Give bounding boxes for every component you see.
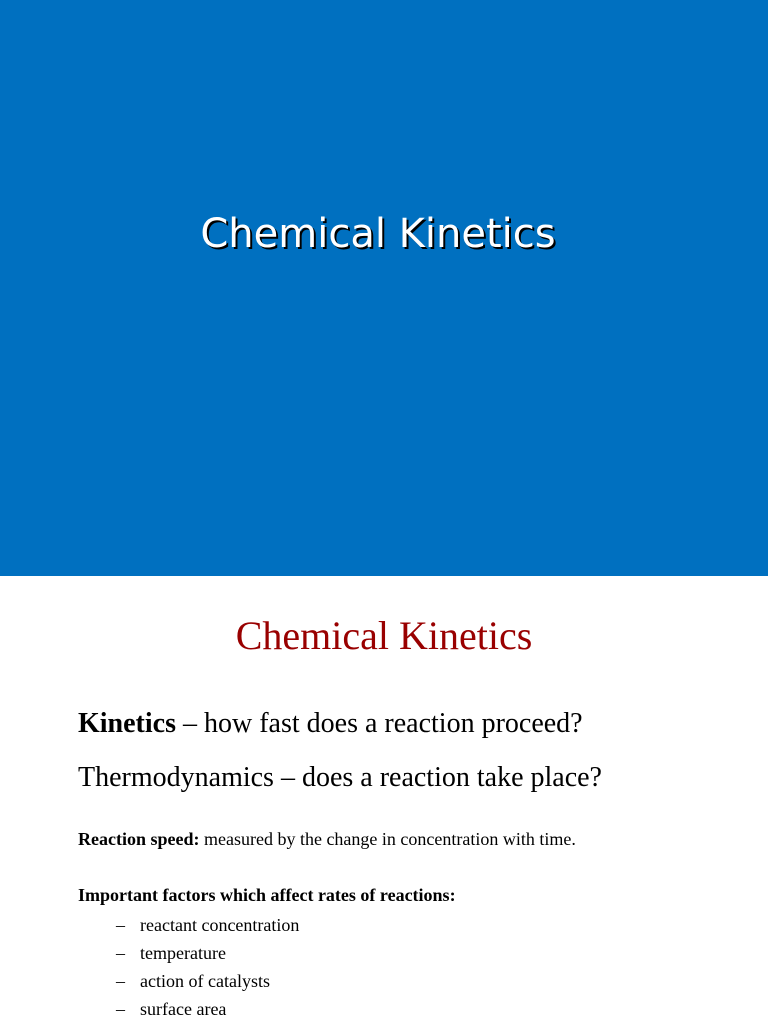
dash-bullet: – — [116, 915, 125, 935]
list-item — [116, 995, 299, 1023]
kinetics-definition — [78, 706, 583, 742]
thermodynamics-definition: Thermodynamics – does a reaction take place? — [78, 762, 602, 793]
factor-label: reactant concentration — [140, 915, 300, 935]
factor-label: surface area — [140, 999, 227, 1019]
kinetics-text: – how fast does a reaction proceed? — [176, 708, 583, 739]
factors-list — [116, 911, 299, 1023]
list-item — [116, 911, 299, 939]
list-item — [116, 939, 299, 967]
slide-title: Chemical Kinetics — [200, 211, 556, 257]
dash-bullet: – — [116, 971, 125, 991]
content-slide — [0, 576, 768, 1024]
factor-label: temperature — [140, 943, 226, 963]
factors-heading: Important factors which affect rates of reactions: — [78, 885, 456, 905]
reaction-speed-definition — [78, 827, 576, 851]
factor-label: action of catalysts — [140, 971, 270, 991]
reaction-speed-term: Reaction speed: — [78, 829, 200, 849]
slide-heading: Chemical Kinetics — [235, 613, 533, 658]
kinetics-term: Kinetics — [78, 708, 176, 739]
list-item — [116, 967, 299, 995]
reaction-speed-text: measured by the change in concentration with time. — [199, 829, 576, 849]
dash-bullet: – — [116, 943, 125, 963]
dash-bullet: – — [116, 999, 125, 1019]
